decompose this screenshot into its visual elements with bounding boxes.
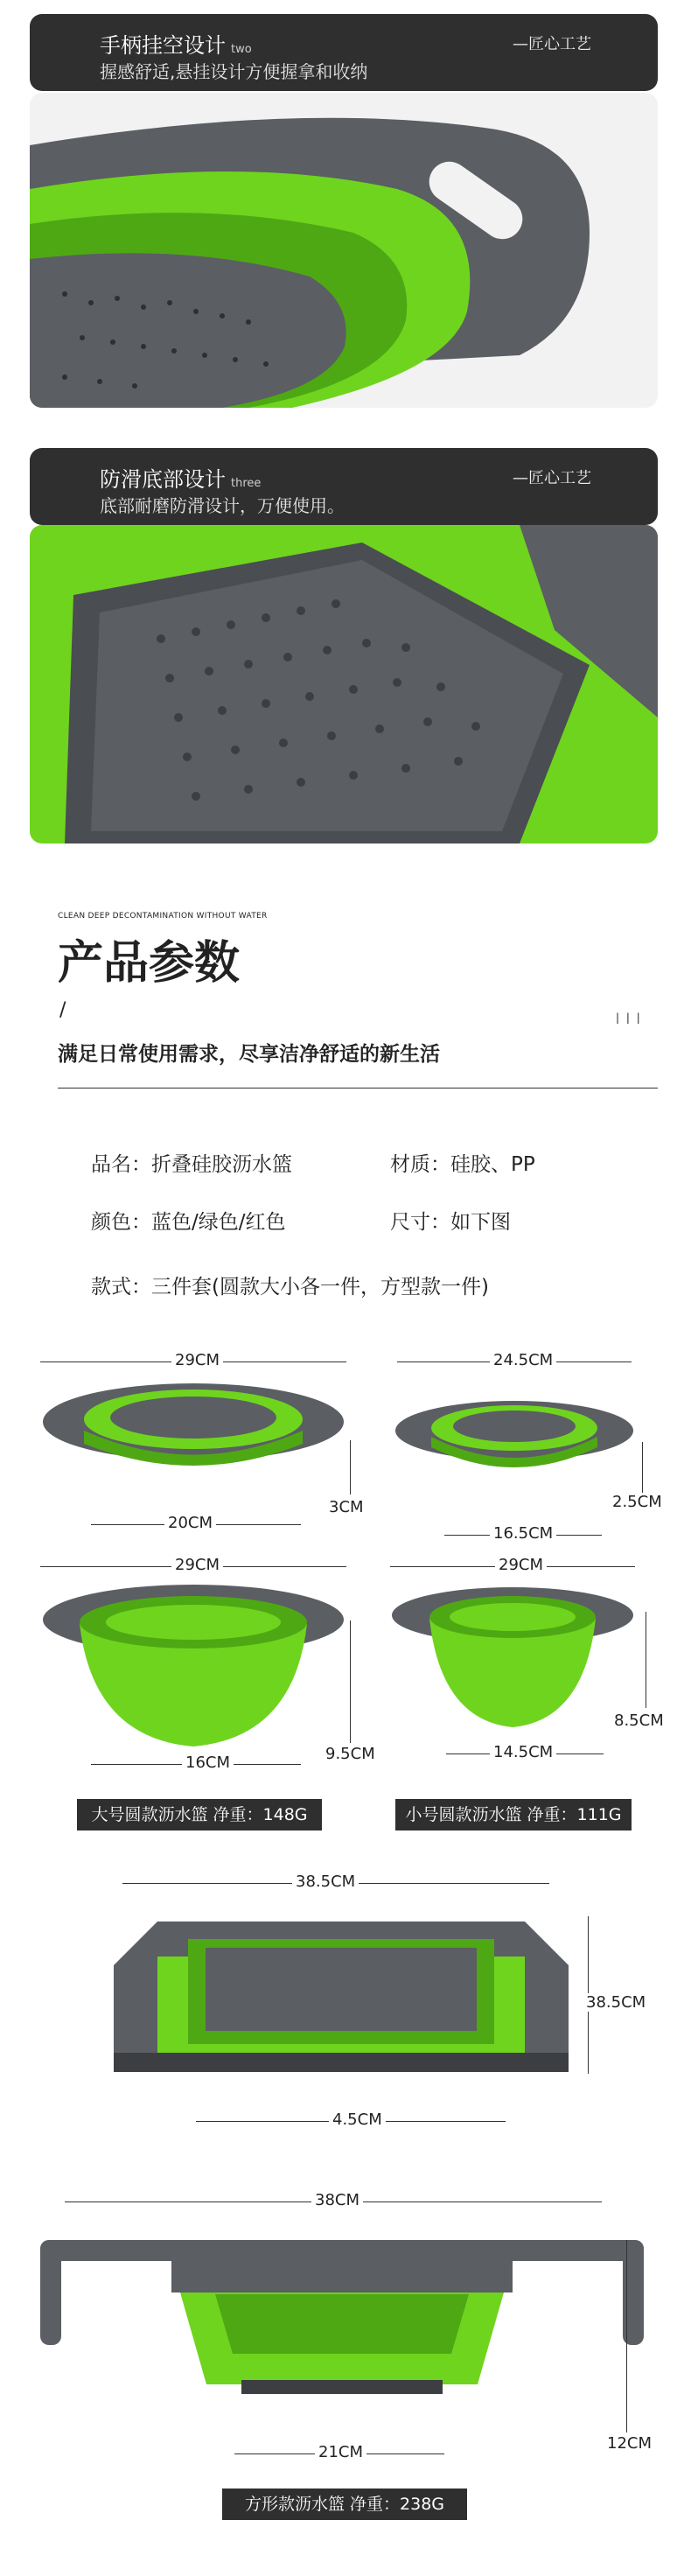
dim-large2-height: 9.5CM <box>322 1745 379 1763</box>
dim-small-bottom: 16.5CM <box>490 1524 556 1543</box>
dim-large-bottom: 20CM <box>164 1514 216 1532</box>
params-subtitle: 满足日常使用需求，尽享洁净舒适的新生活 <box>58 1043 440 1066</box>
dim-small2-top: 29CM <box>495 1556 547 1574</box>
params-marks: | | | <box>616 1012 642 1024</box>
banner-title: 防滑底部设计 three <box>100 467 262 492</box>
banner-title: 手柄挂空设计 two <box>100 33 252 58</box>
dim-large2-bottom: 16CM <box>182 1754 234 1772</box>
dim-rect2-bottom: 21CM <box>315 2443 366 2461</box>
dim-line <box>642 1442 643 1496</box>
bottom-photo <box>30 525 658 844</box>
dim-line <box>350 1620 351 1743</box>
spec-name: 品名：折叠硅胶沥水篮 <box>91 1153 292 1176</box>
dim-rect-height: 38.5CM <box>583 1993 649 2012</box>
weight-large-label: 大号圆款沥水篮 净重：148G <box>77 1799 322 1830</box>
weight-small-label: 小号圆款沥水篮 净重：111G <box>395 1799 632 1830</box>
dim-large-top: 29CM <box>171 1351 223 1369</box>
banner-tag: —匠心工艺 <box>513 469 591 487</box>
dim-small-top: 24.5CM <box>490 1351 556 1369</box>
large-round-expanded-illustration <box>40 1580 346 1759</box>
dim-small-height: 2.5CM <box>609 1493 666 1511</box>
spec-material: 材质：硅胶、PP <box>390 1153 535 1176</box>
banner-description: 底部耐磨防滑设计，万便使用。 <box>100 495 345 516</box>
small-round-expanded-illustration <box>390 1580 635 1741</box>
dim-line <box>626 2240 627 2432</box>
spec-style: 款式：三件套(圆款大小各一件，方型款一件) <box>91 1276 489 1298</box>
handle-photo <box>30 93 658 408</box>
feature-banner-antislip <box>30 448 658 525</box>
spec-color: 颜色：蓝色/绿色/红色 <box>91 1211 286 1234</box>
params-slash: / <box>59 999 66 1021</box>
dim-rect-bottom: 4.5CM <box>329 2110 386 2129</box>
large-round-flat-illustration <box>40 1374 346 1474</box>
dim-line <box>350 1440 351 1494</box>
dim-rect2-top: 38CM <box>311 2191 363 2209</box>
params-title: 产品参数 <box>58 937 241 990</box>
small-round-flat-illustration <box>394 1391 635 1474</box>
rect-expanded-illustration <box>40 2222 644 2401</box>
dim-small2-height: 8.5CM <box>611 1712 667 1730</box>
dim-large-height: 3CM <box>325 1498 367 1516</box>
weight-rect-label: 方形款沥水篮 净重：238G <box>222 2488 467 2520</box>
banner-tag: —匠心工艺 <box>513 35 591 53</box>
rect-flat-illustration <box>105 1913 577 2082</box>
banner-description: 握感舒适,悬挂设计方便握拿和收纳 <box>100 61 368 82</box>
params-en-caption: CLEAN DEEP DECONTAMINATION WITHOUT WATER <box>58 912 268 920</box>
spec-size: 尺寸：如下图 <box>390 1211 511 1234</box>
dim-rect-top: 38.5CM <box>292 1872 359 1891</box>
dim-rect2-height: 12CM <box>604 2434 655 2453</box>
feature-banner-handle <box>30 14 658 91</box>
dim-large2-top: 29CM <box>171 1556 223 1574</box>
dim-small2-bottom: 14.5CM <box>490 1743 556 1761</box>
